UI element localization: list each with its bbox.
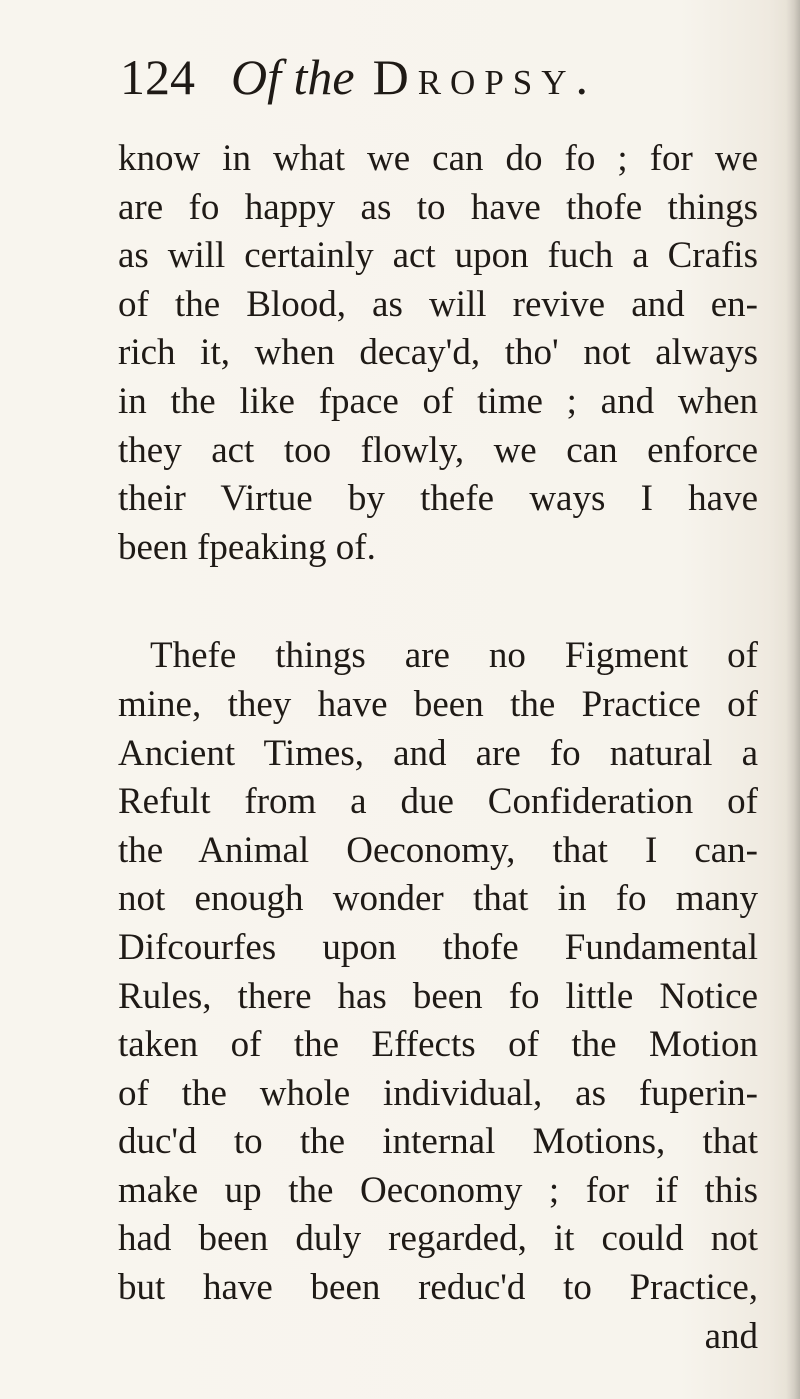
text-line: been fpeaking of. xyxy=(118,526,376,568)
text-line: mine, they have been the Practice of xyxy=(118,683,758,725)
paragraph-1 xyxy=(118,135,758,572)
text-line: Rules, there has been fo little Notice xyxy=(118,975,758,1017)
text-line: make up the Oeconomy ; for if this xyxy=(118,1169,758,1211)
text-line: not enough wonder that in fo many xyxy=(118,878,758,920)
text-line: taken of the Effects of the Motion xyxy=(118,1024,758,1066)
page-number: 124 xyxy=(120,49,195,105)
text-line: of the whole individual, as fuperin- xyxy=(118,1072,758,1114)
text-line: Ancient Times, and are fo natural a xyxy=(118,732,758,774)
text-line: of the Blood, as will revive and en- xyxy=(118,283,758,325)
text-line: Thefe things are no Figment of xyxy=(150,635,758,677)
text-line: the Animal Oeconomy, that I can- xyxy=(118,829,758,871)
header-title-prefix: Of the xyxy=(231,49,355,105)
text-line: Refult from a due Confideration of xyxy=(118,781,758,823)
text-line: in the like fpace of time ; and when xyxy=(118,380,758,422)
running-header xyxy=(120,42,680,112)
text-line: rich it, when decay'd, tho' not always xyxy=(118,332,758,374)
text-line: Difcourfes upon thofe Fundamental xyxy=(118,926,758,968)
text-line: had been duly regarded, it could not xyxy=(118,1218,758,1260)
text-line: know in what we can do fo ; for we xyxy=(118,138,758,179)
body-text xyxy=(118,135,758,1361)
text-line: they act too flowly, we can enforce xyxy=(118,429,758,471)
text-line: their Virtue by thefe ways I have xyxy=(118,478,758,520)
text-line: duc'd to the internal Motions, that xyxy=(118,1121,758,1163)
text-line: are fo happy as to have thofe things xyxy=(118,186,758,228)
page-edge-shadow xyxy=(786,0,800,1399)
catchword: and xyxy=(704,1315,758,1357)
text-line: but have been reduc'd to Practice, xyxy=(118,1267,758,1309)
paragraph-gap xyxy=(118,572,758,632)
text-line: as will certainly act upon fuch a Crafis xyxy=(118,235,758,277)
header-title-main: Dropsy. xyxy=(372,49,598,105)
paragraph-2 xyxy=(118,632,758,1361)
